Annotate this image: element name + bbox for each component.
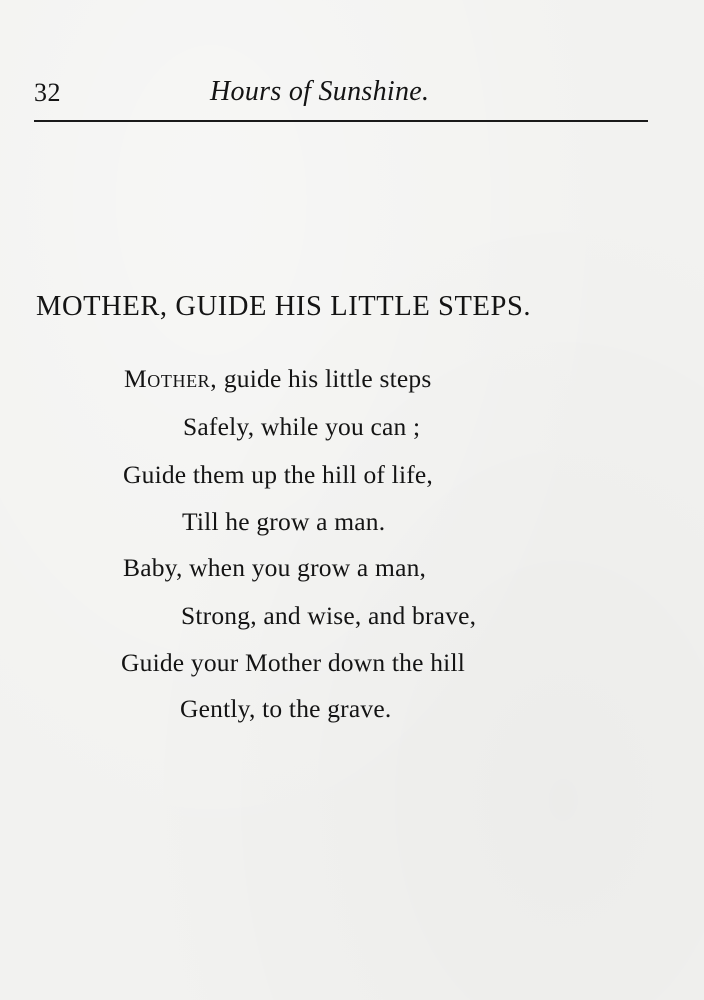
poem-line-7: Guide your Mother down the hill [121,648,466,677]
running-title: Hours of Sunshine. [210,76,430,107]
poem-line-1-lead: Mother, [124,364,218,393]
poem-line-4: Till he grow a man. [182,507,386,536]
poem-line-1-text: guide his little steps [217,364,432,393]
poem-line-5: Baby, when you grow a man, [123,553,427,582]
poem-line-1 [124,364,432,394]
page-number: 32 [34,78,61,107]
poem-line-3: Guide them up the hill of life, [123,460,434,489]
running-head [34,74,648,114]
poem-line-2: Safely, while you can ; [183,412,421,441]
poem-line-6: Strong, and wise, and brave, [181,601,477,630]
poem-line-8: Gently, to the grave. [180,694,392,723]
poem-title: MOTHER, GUIDE HIS LITTLE STEPS. [36,291,532,322]
header-rule [34,120,648,122]
